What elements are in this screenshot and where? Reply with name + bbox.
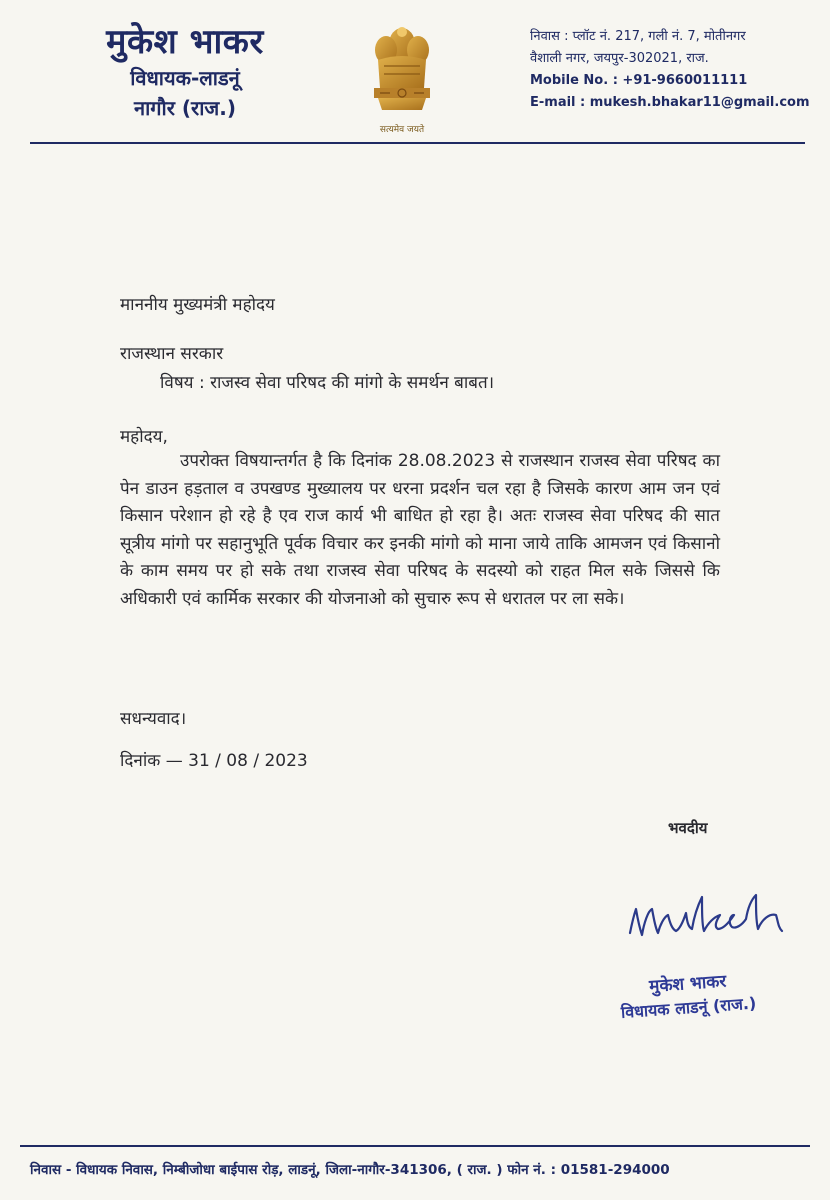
letterhead-left [70, 22, 300, 120]
footer-address: निवास - विधायक निवास, निम्बीजोधा बाईपास रोड़, लाडनूं, जिला-नागौर-341306, ( राज. ) फोन नं. : 01581-294000 [30, 1162, 670, 1178]
emblem-motto: सत्यमेव जयते [379, 125, 425, 135]
letterhead-place: नागौर (राज.) [134, 96, 236, 120]
closing-word: भवदीय [668, 819, 708, 837]
addressee-line-2: राजस्थान सरकार [120, 344, 224, 364]
subject-line: विषय : राजस्व सेवा परिषद की मांगो के समर्थन बाबत। [160, 373, 495, 393]
letterhead-designation: विधायक-लाडनूं [130, 66, 240, 90]
address-line-2: वैशाली नगर, जयपुर-302021, राज. [530, 51, 709, 66]
letterhead-name: मुकेश भाकर [106, 22, 264, 62]
letterhead-contact [530, 26, 820, 114]
salutation: महोदय, [120, 427, 168, 447]
handwritten-signature [620, 885, 795, 955]
thanks-line: सधन्यवाद। [120, 709, 187, 729]
email-address: E-mail : mukesh.bhakar11@gmail.com [530, 95, 810, 110]
mobile-number: Mobile No. : +91-9660011111 [530, 73, 748, 88]
header-divider [30, 142, 805, 144]
footer-divider [20, 1145, 810, 1147]
stamp-designation: विधायक लाडनूं (राज.) [620, 993, 757, 1022]
stamp-name: मुकेश भाकर [648, 971, 727, 997]
letter-body: उपरोक्त विषयान्तर्गत है कि दिनांक 28.08.2023 से राजस्थान राजस्व सेवा परिषद का पेन डाउन हड़ताल व उपखण्ड मुख्यालय पर धरना प्रदर्शन चल रहा है जिसके कारण आम जन एवं किसान परेशान हो रहे है एव राज कार्य भी बाधित हो रहा है। अतः राजस्व सेवा परिषद की सात सूत्रीय मांगो पर सहानुभूति पूर्वक विचार कर इनकी मांगो को माना जाये ताकि आमजन एवं किसानो के काम समय पर हो सके तथा राजस्व सेवा परिषद के सदस्यो को राहत मिल सके जिससे कि अधिकारी एवं कार्मिक सरकार की योजनाओ को सुचारु रूप से धरातल पर ला सके। [120, 451, 720, 609]
letter-date: दिनांक — 31 / 08 / 2023 [120, 751, 308, 771]
address-line-1: निवास : प्लॉट नं. 217, गली नं. 7, मोतीनगर [530, 29, 746, 44]
addressee: माननीय मुख्यमंत्री महोदय [120, 295, 275, 315]
official-stamp [619, 963, 822, 1025]
national-emblem-icon [362, 22, 442, 137]
